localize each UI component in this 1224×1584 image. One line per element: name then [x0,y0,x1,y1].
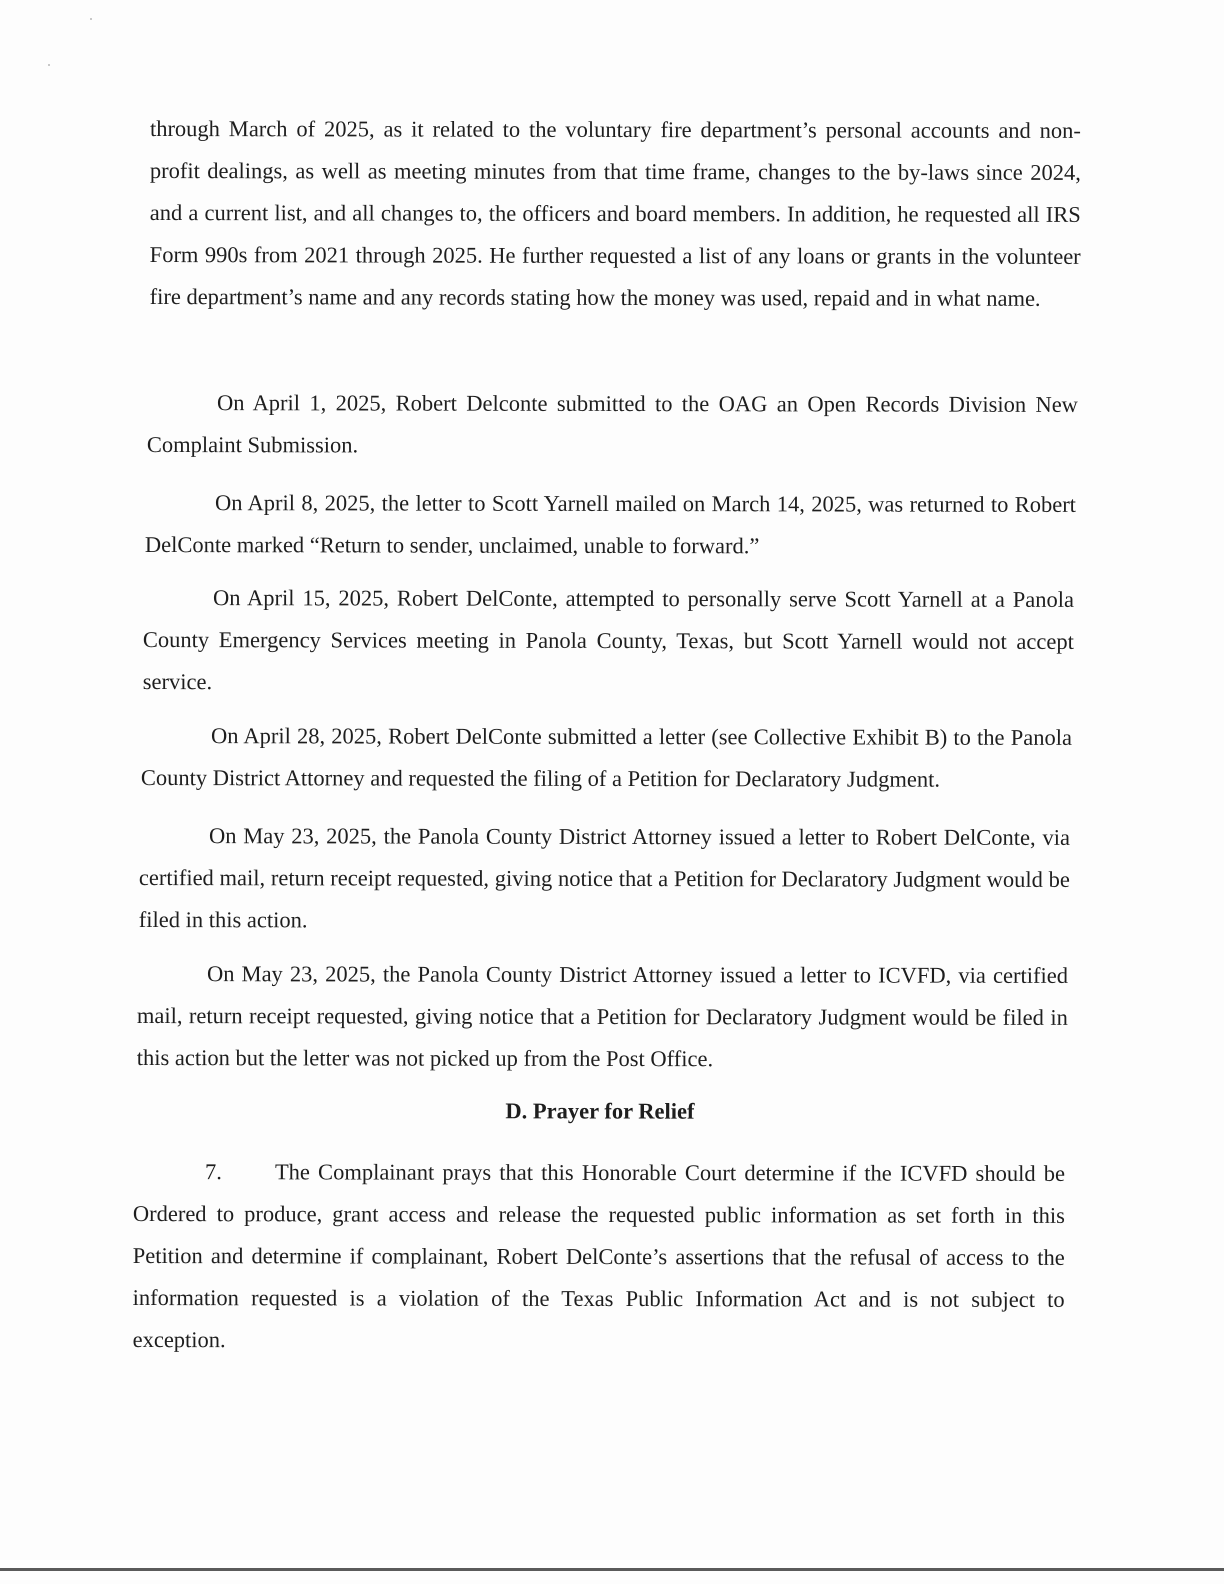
paragraph-records-request-continued: through March of 2025, as it related to the voluntary fire department’s personal accounts and non-profit dealings, as well as meeting minutes from that time frame, changes to the by-laws since 2024, and a current list, and all changes to, the officers and board members. In addition, he requested all IRS Form 990s from 2021 through 2025. He further requested a list of any loans or grants in the volunteer fire department’s name and any records stating how the money was used, repaid and in what name. [149,115,1081,311]
numbered-paragraph-prayer [133,1151,1065,1363]
scan-speck [48,64,50,66]
paragraph-district-attorney-letter: On April 28, 2025, Robert DelConte submitted a letter (see Collective Exhibit B) to the Panola County District Attorney and requested the filing of a Petition for Declaratory Judgment. [140,723,1072,792]
paragraph-oag-complaint: On April 1, 2025, Robert Delconte submitted to the OAG an Open Records Division New Complaint Submission. [146,390,1078,458]
paragraph-number: 7. [204,1159,222,1185]
paragraph-notice-to-icvfd: On May 23, 2025, the Panola County District Attorney issued a letter to ICVFD, via certified mail, return receipt requested, giving notice that a Petition for Declaratory Judgment would be filed in this action but the letter was not picked up from the Post Office. [136,961,1068,1072]
section-heading-prayer-for-relief: D. Prayer for Relief [505,1098,695,1124]
paragraph-notice-to-delconte: On May 23, 2025, the Panola County District Attorney issued a letter to Robert DelConte, via certified mail, return receipt requested, giving notice that a Petition for Declaratory Judgment would be filed in this action. [138,823,1070,933]
numbered-paragraph-text: The Complainant prays that this Honorable Court determine if the ICVFD should be Ordered to produce, grant access and release the requested public information as set forth in this Petition and determine if complainant, Robert DelConte’s assertions that the refusal of access to the information requested is a violation of the Texas Public Information Act and is not subject to exception. [132,1159,1065,1353]
scan-bottom-edge [0,1568,1224,1571]
paragraph-letter-returned: On April 8, 2025, the letter to Scott Yarnell mailed on March 14, 2025, was returned to Robert DelConte marked “Return to sender, unclaimed, unable to forward.” [144,490,1076,559]
paragraph-attempted-service: On April 15, 2025, Robert DelConte, attempted to personally serve Scott Yarnell at a Panola County Emergency Services meeting in Panola County, Texas, but Scott Yarnell would not accept service. [142,585,1074,695]
scan-speck [90,18,92,20]
